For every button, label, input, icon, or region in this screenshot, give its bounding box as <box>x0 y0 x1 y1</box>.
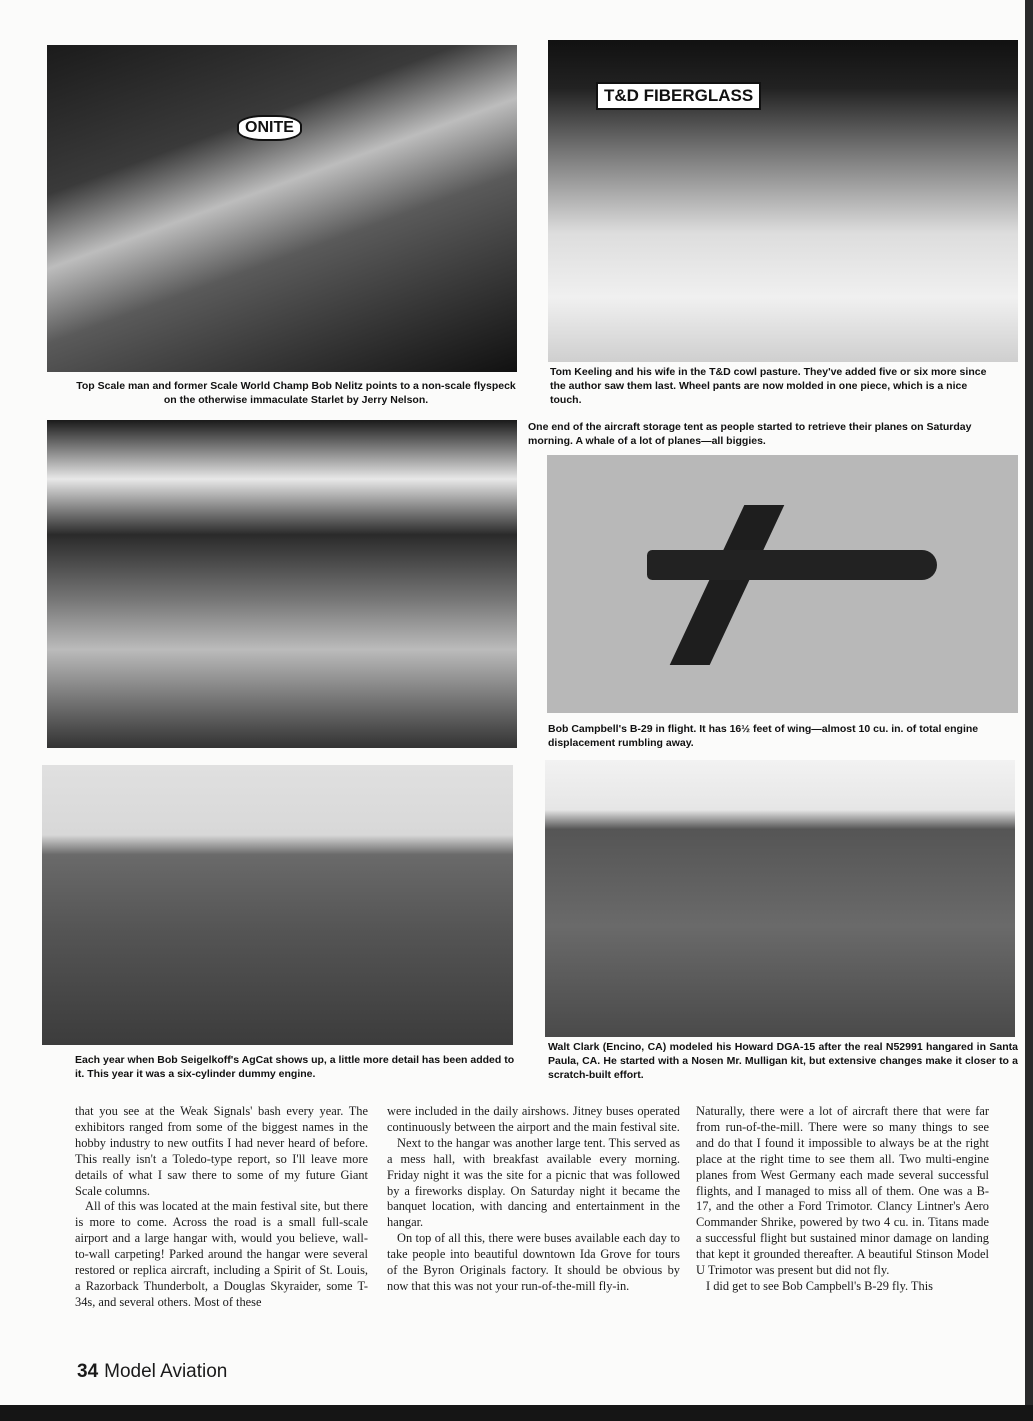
paragraph: Next to the hangar was another large tent. This served as a mess hall, with breakfast available every morning. Friday night it was the site for a picnic that was followed by a fireworks display. On Saturday night it became the banquet location, with dancing and entertainment in the hangar. <box>387 1135 680 1230</box>
caption-bob-nelitz: Top Scale man and former Scale World Champ Bob Nelitz points to a non-scale flyspeck on the otherwise immaculate Starlet by Jerry Nelson. <box>76 380 516 406</box>
scan-edge-bottom <box>0 1405 1033 1421</box>
caption-howard-dga15: Walt Clark (Encino, CA) modeled his Howard DGA-15 after the real N52991 hangared in Santa Paula, CA. He started with a Nosen Mr. Mulligan kit, but extensive changes make it closer to a scratch-built effort. <box>548 1041 1018 1081</box>
page-number: 34 <box>77 1361 99 1382</box>
body-column-1 <box>75 1104 368 1311</box>
caption-agcat: Each year when Bob Seigelkoff's AgCat shows up, a little more detail has been added to it. This year it was a six-cylinder dummy engine. <box>75 1054 515 1080</box>
photo-agcat <box>42 765 513 1045</box>
caption-td-fiberglass: Tom Keeling and his wife in the T&D cowl pasture. They've added five or six more since the author saw them last. Wheel pants are now molded in one piece, which is a nice touch. <box>550 366 987 406</box>
caption-storage-tent: One end of the aircraft storage tent as people started to retrieve their planes on Saturday morning. A whale of a lot of planes—all biggies. <box>528 421 972 447</box>
scan-edge-right <box>1025 0 1033 1421</box>
b29-wing <box>670 505 785 665</box>
photo-td-fiberglass <box>548 40 1018 362</box>
body-column-3 <box>696 1104 989 1295</box>
b29-fuselage <box>647 550 937 580</box>
paragraph: Naturally, there were a lot of aircraft there that were far from run-of-the-mill. There were so many things to see and do that I found it impossible to always be at the right place at the right time to see them all. Two multi-engine planes from West Germany each made several successful flights, and I managed to miss all of them. One was a B-17, and the other a Ford Trimotor. Clancy Lintner's Aero Commander Shrike, powered by two 4 cu. in. Titans made a successful flight but sustained minor damage on landing that kept it grounded thereafter. A beautiful Stinson Model U Trimotor was present but did not fly. <box>696 1104 989 1278</box>
booth-sign: ONITE <box>237 115 302 141</box>
photo-b29-flight <box>547 455 1018 713</box>
photo-storage-tent <box>47 420 517 748</box>
paragraph: were included in the daily airshows. Jitney buses operated continuously between the airport and the main festival site. <box>387 1104 680 1134</box>
paragraph: that you see at the Weak Signals' bash every year. The exhibitors ranged from some of the biggest names in the hobby industry to new outfits I had never heard of before. This really isn't a Toledo-type report, so I'll leave more details of what I saw there to some of my future Giant Scale columns. <box>75 1104 368 1198</box>
paragraph: All of this was located at the main festival site, but there is more to come. Across the road is a small full-scale airport and a large hangar with, would you believe, wall-to-wall carpeting! Parked around the hangar were several restored or replica aircraft, including a Spirit of St. Louis, a Razorback Thunderbolt, a Douglas Skyraider, some T-34s, and several others. Most of these <box>75 1199 368 1309</box>
photo-bob-nelitz <box>47 45 517 372</box>
caption-b29-flight: Bob Campbell's B-29 in flight. It has 16½ feet of wing—almost 10 cu. in. of total engine displacement rumbling away. <box>548 723 979 749</box>
paragraph: On top of all this, there were buses available each day to take people into beautiful downtown Ida Grove for tours of the Byron Originals factory. It should be obvious by now that this was not your run-of-the-mill fly-in. <box>387 1231 680 1293</box>
paragraph: I did get to see Bob Campbell's B-29 fly. This <box>706 1278 933 1293</box>
publication-name: Model Aviation <box>104 1361 228 1382</box>
page-footer <box>77 1361 227 1383</box>
photo-howard-dga15 <box>545 760 1015 1037</box>
body-column-2 <box>387 1104 680 1295</box>
booth-sign: T&D FIBERGLASS <box>596 82 761 110</box>
